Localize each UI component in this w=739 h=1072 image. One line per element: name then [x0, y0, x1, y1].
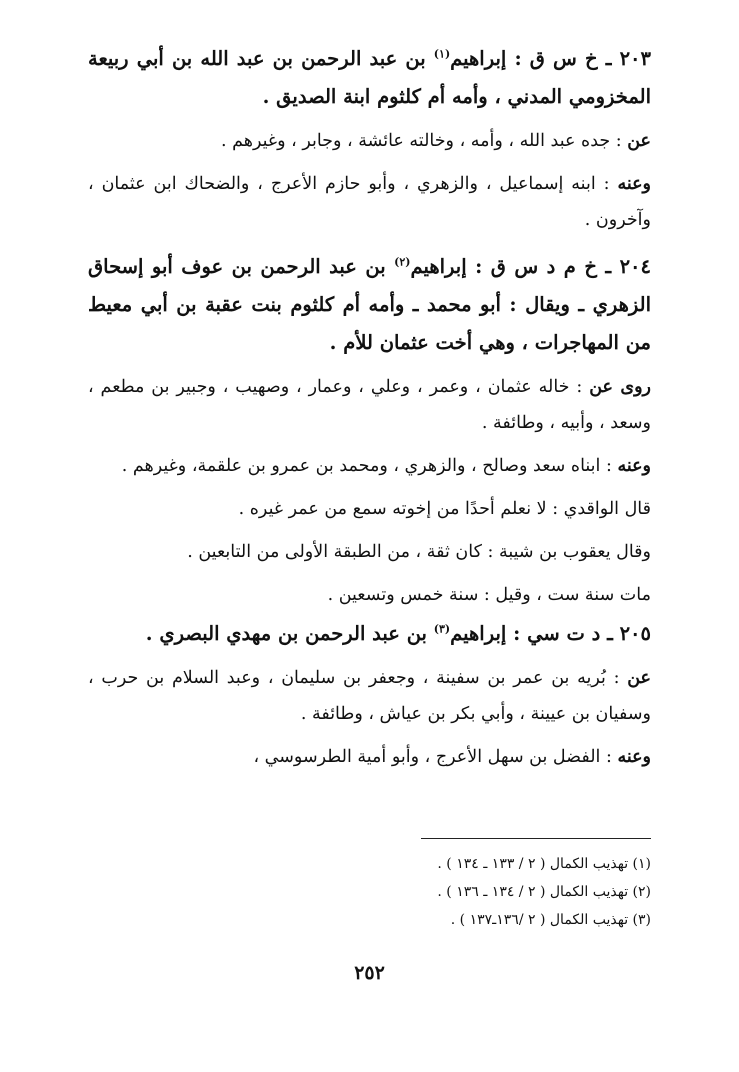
biography-entry-203: [88, 40, 651, 238]
field-text: : ابناه سعد وصالح ، والزهري ، ومحمد بن عمرو بن علقمة، وغيرهم .: [121, 456, 618, 476]
narrated-from: [88, 660, 651, 732]
field-label: عن: [627, 668, 651, 688]
field-text: : خاله عثمان ، وعمر ، وعلي ، وعمار ، وصهيب ، وجبير بن مطعم ، وسعد ، وأبيه ، وطائفة .: [88, 377, 651, 433]
field-label: وعنه: [617, 174, 651, 194]
entry-heading-name: ٢٠٥ ـ د ت سي : إبراهيم: [450, 622, 651, 645]
footnote-2: (٢) تهذيب الكمال ( ٢ / ١٣٤ ـ ١٣٦ ) .: [437, 884, 651, 900]
field-label: روى عن: [589, 377, 651, 397]
narrated-by: [88, 166, 651, 238]
entry-heading-lineage: بن عبد الرحمن بن مهدي البصري .: [145, 622, 434, 645]
footnote-1: (١) تهذيب الكمال ( ٢ / ١٣٣ ـ ١٣٤ ) .: [437, 856, 651, 872]
narrated-by: [88, 739, 651, 775]
field-text: : ابنه إسماعيل ، والزهري ، وأبو حازم الأعرج ، والضحاك ابن عثمان ، وآخرون .: [88, 174, 651, 230]
footnotes: [88, 850, 651, 934]
narrated-by: [88, 448, 651, 484]
field-text: : جده عبد الله ، وأمه ، وخالته عائشة ، وجابر ، وغيرهم .: [221, 131, 628, 151]
entry-heading: [88, 40, 651, 116]
death-note: مات سنة ست ، وقيل : سنة خمس وتسعين .: [327, 585, 651, 605]
entry-heading-name: ٢٠٣ ـ خ س ق : إبراهيم: [450, 47, 651, 70]
field-label: وعنه: [617, 456, 651, 476]
entry-heading-lineage: بن عبد الرحمن بن عبد الله بن أبي ربيعة المخزومي المدني ، وأمه أم كلثوم ابنة الصديق .: [88, 47, 651, 108]
page-number: ٢٥٢: [354, 962, 385, 984]
entry-heading: [88, 248, 651, 362]
field-label: عن: [627, 131, 651, 151]
narrated-from: [88, 123, 651, 159]
biography-entry-204: [88, 248, 651, 613]
narrated-from: [88, 369, 651, 441]
entry-heading-lineage: بن عبد الرحمن بن عوف أبو إسحاق الزهري ـ ويقال : أبو محمد ـ وأمه أم كلثوم بنت عقبة بن أبي معيط من المهاجرات ، وهي أخت عثمان للأم .: [88, 255, 651, 354]
page-body: [88, 38, 651, 775]
footnote-reference[interactable]: (٣): [433, 622, 451, 636]
biography-entry-205: [88, 615, 651, 775]
footnote-reference[interactable]: (١): [433, 47, 451, 61]
field-text: : الفضل بن سهل الأعرج ، وأبو أمية الطرسوسي ،: [253, 747, 618, 767]
footnote-3: (٣) تهذيب الكمال ( ٢ /١٣٦ـ١٣٧ ) .: [450, 912, 651, 928]
scholar-quote: وقال يعقوب بن شيبة : كان ثقة ، من الطبقة الأولى من التابعين .: [187, 542, 651, 562]
scholar-quote: قال الواقدي : لا نعلم أحدًا من إخوته سمع من عمر غيره .: [238, 499, 651, 519]
field-label: وعنه: [617, 747, 651, 767]
entry-heading-name: ٢٠٤ ـ خ م د س ق : إبراهيم: [410, 255, 651, 278]
field-text: : بُريه بن عمر بن سفينة ، وجعفر بن سليمان ، وعبد السلام بن حرب ، وسفيان بن عيينة ، وأبي بكر بن عياش ، وطائفة .: [88, 668, 651, 724]
footnote-reference[interactable]: (٢): [394, 255, 411, 269]
footnote-divider: [421, 838, 651, 839]
entry-heading: [88, 615, 651, 653]
